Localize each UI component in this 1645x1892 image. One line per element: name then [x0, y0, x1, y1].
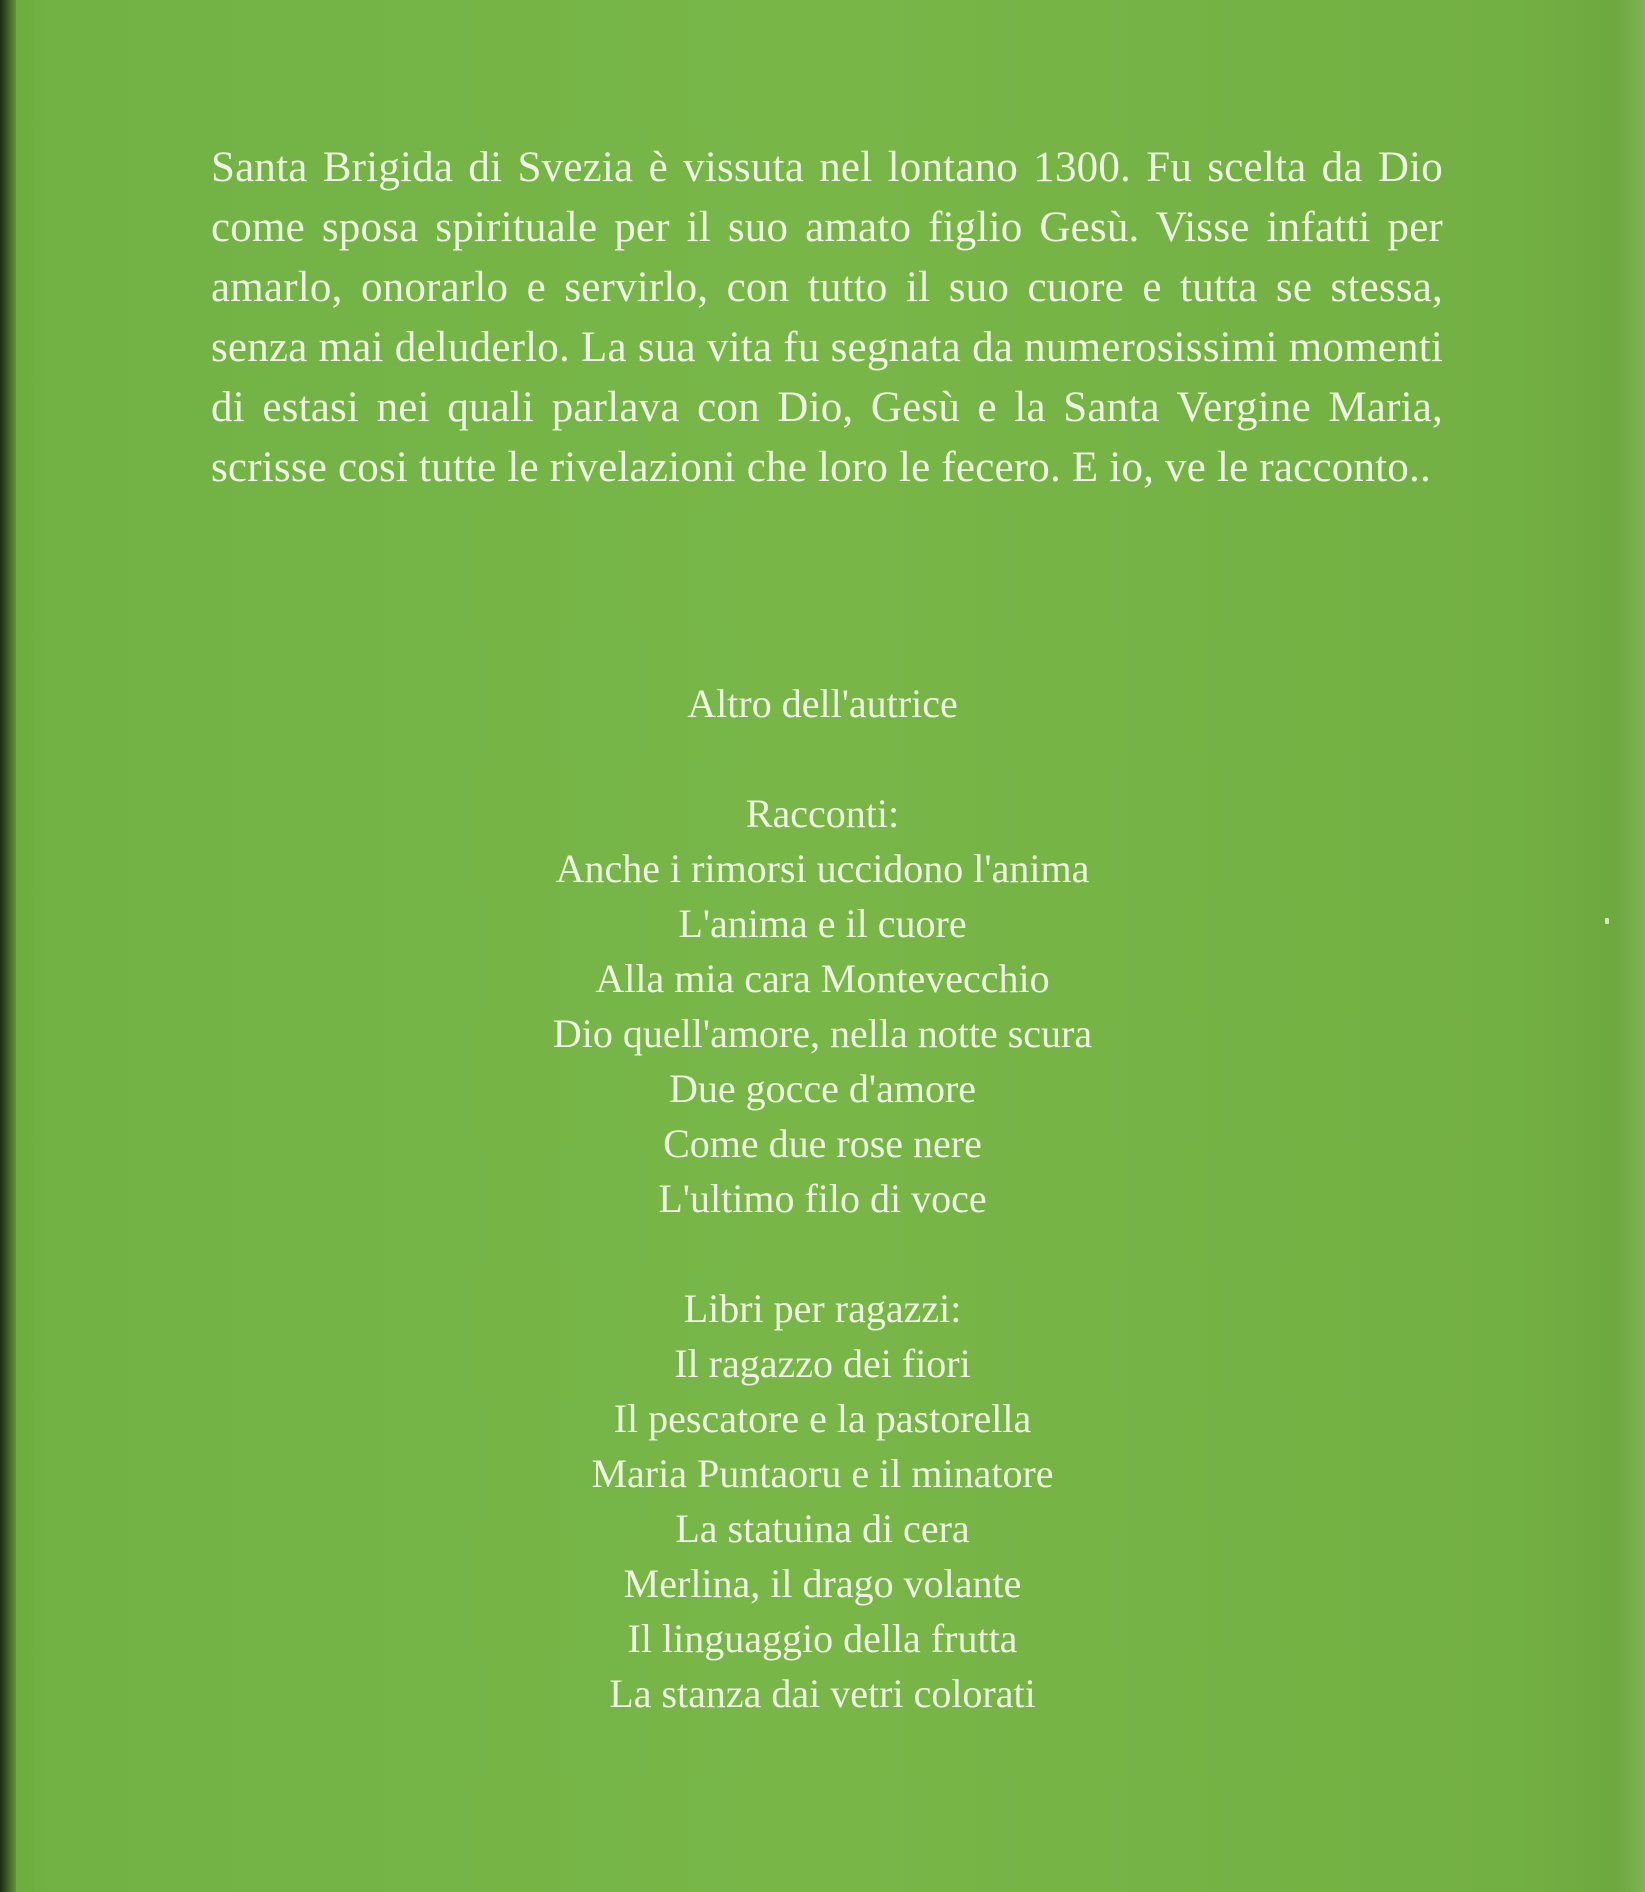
libri-ragazzi-group [300, 1281, 1345, 1721]
list-item: L'anima e il cuore [678, 901, 967, 946]
spine-edge [0, 0, 16, 1892]
list-item: Anche i rimorsi uccidono l'anima [555, 846, 1090, 891]
libri-ragazzi-list [300, 1336, 1345, 1721]
list-item: Merlina, il drago volante [623, 1561, 1022, 1606]
section-heading: Altro dell'autrice [687, 681, 958, 726]
racconti-list [300, 841, 1345, 1226]
list-item: Due gocce d'amore [668, 1066, 977, 1111]
list-item: Come due rose nere [663, 1121, 982, 1166]
list-item: Il linguaggio della frutta [627, 1616, 1018, 1661]
other-works-section [300, 676, 1345, 1721]
list-item: Alla mia cara Montevecchio [595, 956, 1050, 1001]
book-blurb: Santa Brigida di Svezia è vissuta nel lontano 1300. Fu scelta da Dio come sposa spirituale per il suo amato figlio Gesù. Visse infatti per amarlo, onorarlo e servirlo, con tutto il suo cuore e tutta se stessa, senza mai deluderlo. La sua vita fu segnata da numerosissimi momenti di estasi nei quali parlava con Dio, Gesù e la Santa Vergine Maria, scrisse cosi tutte le rivelazioni che loro le fecero. E io, ve le racconto.. [211, 144, 1443, 491]
racconti-group [300, 786, 1345, 1226]
list-item: Il pescatore e la pastorella [613, 1396, 1032, 1441]
print-speck [1605, 918, 1609, 924]
libri-ragazzi-label: Libri per ragazzi: [683, 1286, 962, 1331]
list-item: Il ragazzo dei fiori [674, 1341, 971, 1386]
page-edge [1617, 0, 1645, 1892]
list-item: L'ultimo filo di voce [658, 1176, 987, 1221]
list-item: La statuina di cera [675, 1506, 970, 1551]
list-item: La stanza dai vetri colorati [609, 1671, 1036, 1716]
list-item: Dio quell'amore, nella notte scura [552, 1011, 1093, 1056]
list-item: Maria Puntaoru e il minatore [591, 1451, 1054, 1496]
racconti-label: Racconti: [745, 791, 900, 836]
